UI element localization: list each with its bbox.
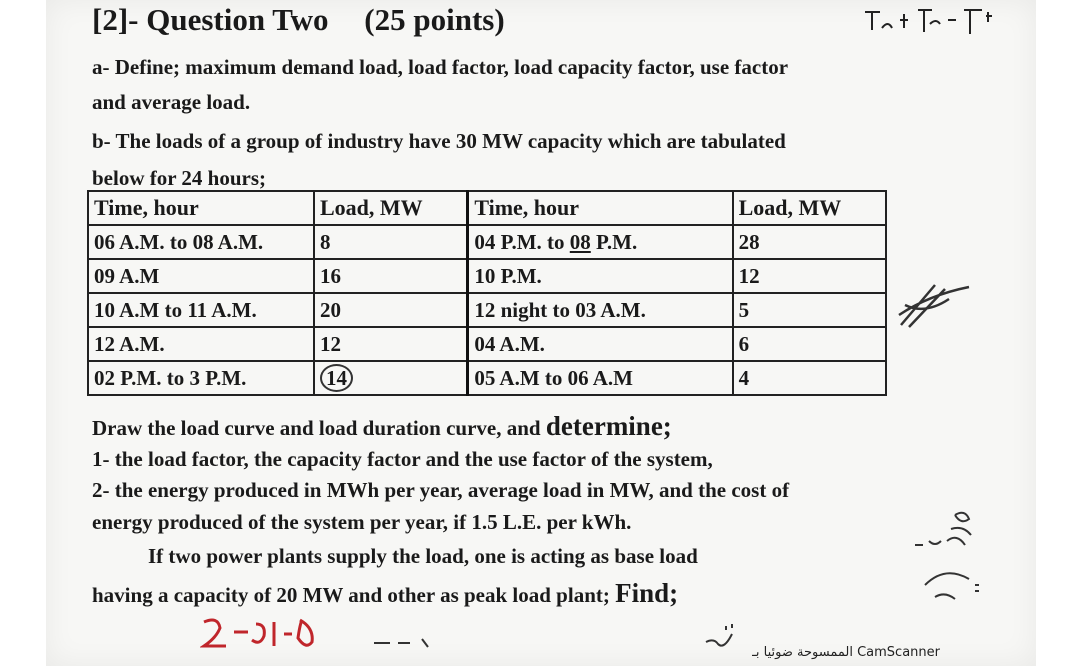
- part-a-text1: a- Define; maximum demand load, load factor, load capacity factor, use factor: [92, 55, 789, 79]
- question-number: [2]- Question Two: [92, 2, 329, 37]
- table-row: [88, 293, 886, 327]
- header-time-2: Time, hour: [468, 191, 733, 225]
- header-time-1: Time, hour: [88, 191, 314, 225]
- item-2b: energy produced of the system per year, if 1.5 L.E. per kWh.: [92, 510, 632, 534]
- cell-load: 20: [314, 293, 468, 327]
- item-3: If two power plants supply the load, one is acting as base load: [148, 544, 698, 568]
- cell-load: 4: [733, 361, 886, 395]
- cell-time: 09 A.M: [88, 259, 314, 293]
- cell-load: 8: [314, 225, 468, 259]
- load-table: [87, 190, 887, 396]
- handwritten-small-mark: [372, 635, 442, 649]
- cell-time: 10 P.M.: [468, 259, 733, 293]
- table-row: [88, 361, 886, 395]
- question-points: (25 points): [364, 2, 505, 37]
- part-b-line1: b- The loads of a group of industry have 30 MW capacity which are tabulated: [92, 129, 786, 153]
- part-b-line2: below for 24 hours;: [92, 166, 267, 190]
- cell-time: 06 A.M. to 08 A.M.: [88, 225, 314, 259]
- cell-load: 16: [314, 259, 468, 293]
- cell-load: 28: [733, 225, 886, 259]
- header-load-1: Load, MW: [314, 191, 468, 225]
- camscanner-label: الممسوحة ضوئيا بـ CamScanner: [752, 645, 940, 660]
- item-1: 1- the load factor, the capacity factor and the use factor of the system,: [92, 447, 713, 471]
- cell-time: 04 P.M. to 08 P.M.: [468, 225, 733, 259]
- item-2: 2- the energy produced in MWh per year, average load in MW, and the cost of: [92, 478, 790, 502]
- header-load-2: Load, MW: [733, 191, 886, 225]
- table-row: [88, 225, 886, 259]
- handwritten-signature: [895, 275, 975, 335]
- find-text: Find;: [615, 578, 679, 608]
- draw-instruction: [92, 411, 672, 442]
- handwritten-note-right: [905, 505, 995, 625]
- item-3b-text: having a capacity of 20 MW and other as peak load plant;: [92, 583, 610, 607]
- handwritten-red-note: [200, 614, 330, 654]
- question-title: [92, 2, 505, 38]
- cell-load: 5: [733, 293, 886, 327]
- item-3b: [92, 578, 678, 609]
- cell-time: 12 night to 03 A.M.: [468, 293, 733, 327]
- cell-time: 05 A.M to 06 A.M: [468, 361, 733, 395]
- cell-load: 12: [314, 327, 468, 361]
- table-header-row: [88, 191, 886, 225]
- cell-time: 04 A.M.: [468, 327, 733, 361]
- draw-text: Draw the load curve and load duration curve, and: [92, 416, 541, 440]
- determine-text: determine;: [545, 411, 672, 441]
- handwritten-note-top: [860, 2, 1000, 48]
- cell-time: 10 A.M to 11 A.M.: [88, 293, 314, 327]
- cell-load: 12: [733, 259, 886, 293]
- cell-time: 12 A.M.: [88, 327, 314, 361]
- cell-time: 02 P.M. to 3 P.M.: [88, 361, 314, 395]
- table-row: [88, 259, 886, 293]
- part-a-line2: and average load.: [92, 90, 251, 114]
- handwritten-small-mark-2: [700, 620, 740, 650]
- cell-load: 6: [733, 327, 886, 361]
- cell-load: 14: [314, 361, 468, 395]
- table-row: [88, 327, 886, 361]
- part-a-line1: [92, 55, 788, 80]
